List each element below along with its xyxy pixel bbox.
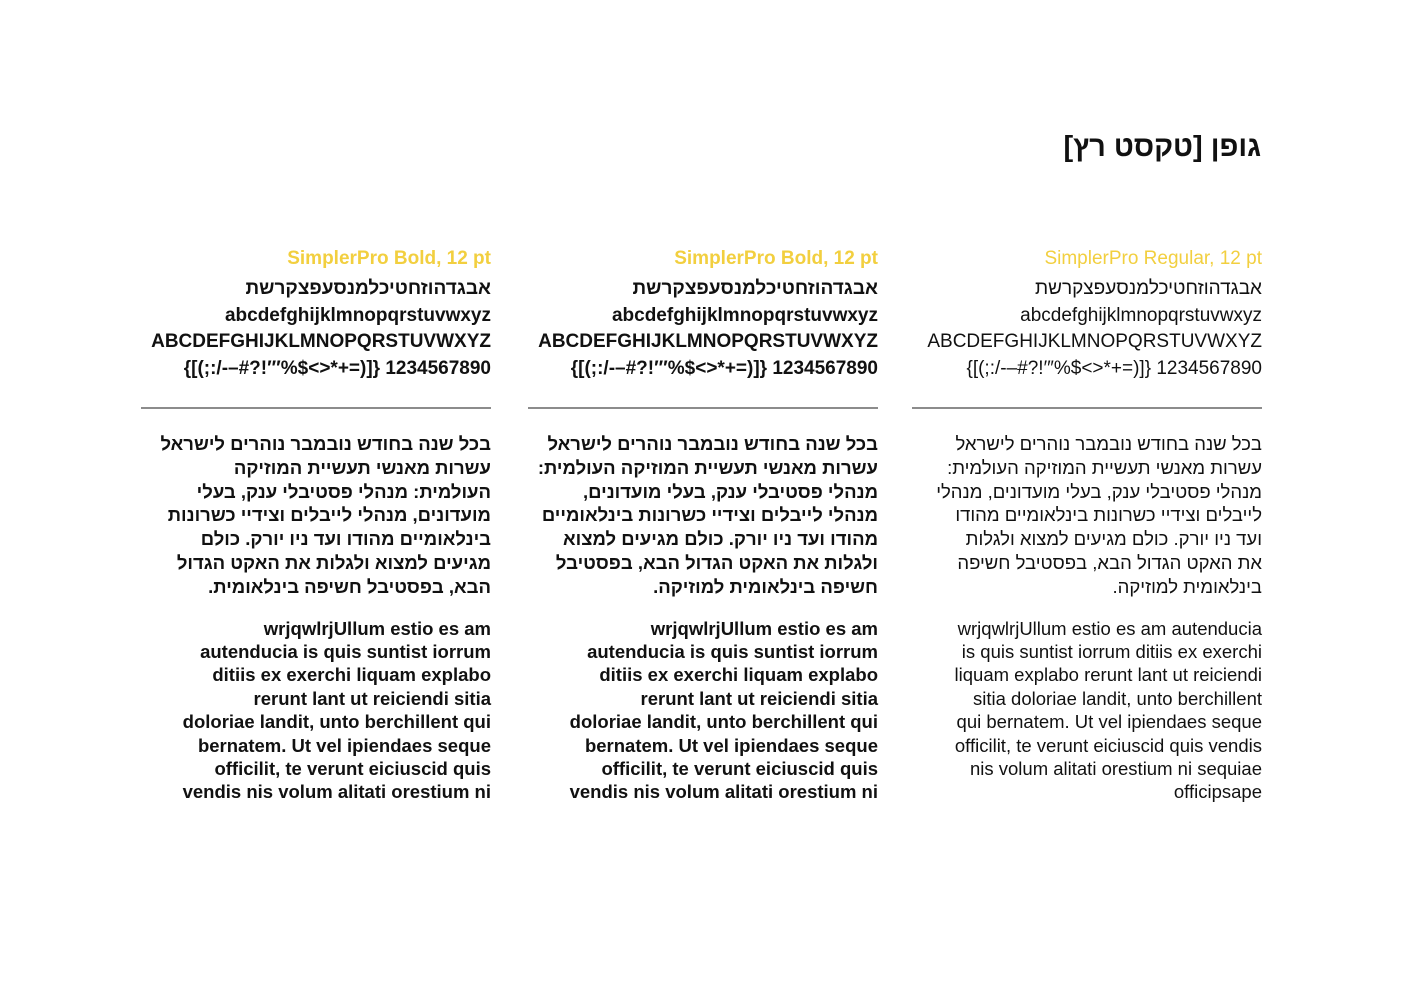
hebrew-sample-paragraph: בכל שנה בחודש נובמבר נוהרים לישראל עשרות מאנשי תעשיית המוזיקה העולמית: מנהלי פסטיבלי ענק, בעלי מועדונים, מנהלי לייבלים וצידיי כשרונות בינלאומיים מהודו ועד ניו יורק. כולם מגיעים למצוא ולגלות את האקט הגדול הבא, בפסטיבל חשיפה בינלאומית למוזיקה.: [537, 433, 878, 597]
lowercase-alphabet: abcdefghijklmnopqrstuvwxyz: [224, 304, 491, 326]
symbols-and-digits: {[(;:/-–#?!′″%$<>*+=)]} 1234567890: [966, 357, 1262, 379]
hebrew-sample-paragraph: בכל שנה בחודש נובמבר נוהרים לישראל עשרות מאנשי תעשיית המוזיקה העולמית: מנהלי פסטיבלי ענק, בעלי מועדונים, מנהלי לייבלים וצידיי כשרונות בינלאומיים מהודו ועד ניו יורק. כולם מגיעים למצוא ולגלות את האקט הגדול הבא, בפסטיבל חשיפה בינלאומית למוזיקה.: [936, 433, 1262, 597]
latin-sample-paragraph: wrjqwlrjUllum estio es am autenducia is quis suntist iorrum ditiis ex exerchi liquam explabo rerunt lant ut reiciendi sitia doloriae landit, unto berchillent qui bernatem. Ut vel ipiendaes seque officilit, te verunt eiciuscid quis vendis nis volum alitati orestium ni: [569, 617, 878, 803]
page-title: גופן [טקסט רץ]: [1063, 131, 1261, 163]
hebrew-alphabet: אבגדהוזחטיכלמנסעפצקרשת: [245, 278, 491, 299]
font-spec-column-bold-narrow: [141, 246, 491, 804]
lowercase-alphabet: abcdefghijklmnopqrstuvwxyz: [1020, 304, 1262, 326]
hebrew-sample-paragraph: בכל שנה בחודש נובמבר נוהרים לישראל עשרות מאנשי תעשיית המוזיקה העולמית: מנהלי פסטיבלי ענק, בעלי מועדונים, מנהלי לייבלים וצידיי כשרונות בינלאומיים מהודו ועד ניו יורק. כולם מגיעים למצוא ולגלות את האקט הגדול הבא, בפסטיבל חשיפה בינלאומית.: [160, 433, 491, 597]
divider: [141, 407, 491, 409]
font-spec-title: SimplerPro Regular, 12 pt: [1044, 248, 1262, 269]
divider: [528, 407, 878, 409]
hebrew-alphabet: אבגדהוזחטיכלמנסעפצקרשת: [1034, 278, 1262, 299]
font-spec-title: SimplerPro Bold, 12 pt: [287, 248, 491, 269]
font-spec-title: SimplerPro Bold, 12 pt: [674, 248, 878, 269]
latin-sample-paragraph: wrjqwlrjUllum estio es am autenducia is quis suntist iorrum ditiis ex exerchi liquam explabo rerunt lant ut reiciendi sitia doloriae landit, unto berchillent qui bernatem. Ut vel ipiendaes seque officilit, te verunt eiciuscid quis vendis nis volum alitati orestium ni: [182, 617, 491, 803]
font-spec-column-bold: [528, 246, 878, 804]
font-spec-column-regular: [912, 246, 1262, 804]
hebrew-alphabet: אבגדהוזחטיכלמנסעפצקרשת: [632, 278, 878, 299]
glyph-set: [141, 276, 491, 382]
glyph-set: [528, 276, 878, 382]
divider: [912, 407, 1262, 409]
uppercase-alphabet: ABCDEFGHIJKLMNOPQRSTUVWXYZ: [927, 331, 1262, 352]
uppercase-alphabet: ABCDEFGHIJKLMNOPQRSTUVWXYZ: [151, 331, 491, 352]
latin-sample-paragraph: wrjqwlrjUllum estio es am autenducia is quis suntist iorrum ditiis ex exerchi liquam explabo rerunt lant ut reiciendi sitia doloriae landit, unto berchillent qui bernatem. Ut vel ipiendaes seque officilit, te verunt eiciuscid quis vendis nis volum alitati orestium ni sequiae officipsape: [954, 617, 1262, 803]
lowercase-alphabet: abcdefghijklmnopqrstuvwxyz: [611, 304, 878, 326]
uppercase-alphabet: ABCDEFGHIJKLMNOPQRSTUVWXYZ: [538, 331, 878, 352]
symbols-and-digits: {[(;:/-–#?!′″%$<>*+=)]} 1234567890: [570, 357, 878, 379]
glyph-set: [912, 276, 1262, 382]
symbols-and-digits: {[(;:/-–#?!′″%$<>*+=)]} 1234567890: [183, 357, 491, 379]
